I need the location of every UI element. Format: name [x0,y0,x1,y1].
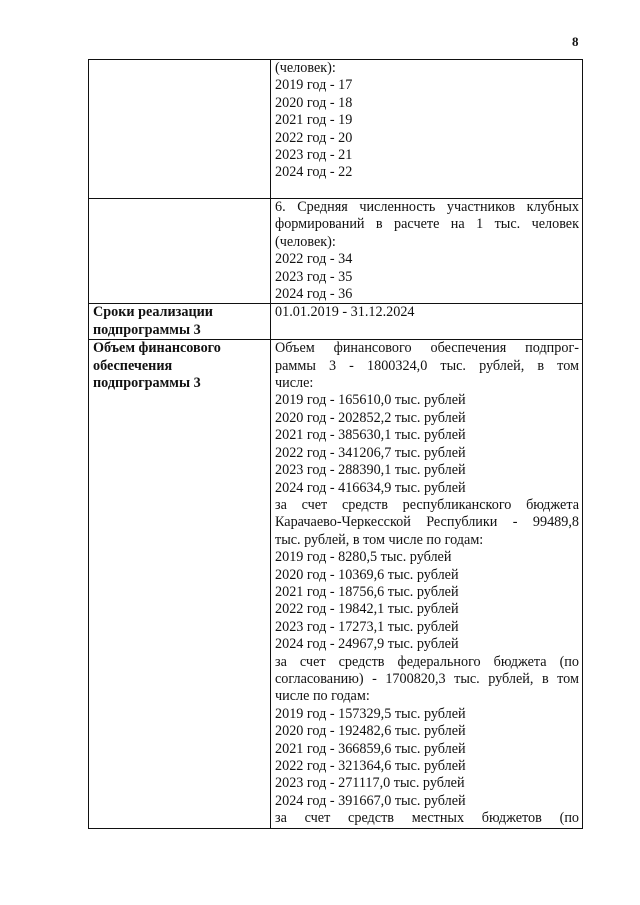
text-line: тыс. рублей, в том числе по годам: [275,531,484,548]
label-cell-implementation-period [89,304,271,340]
table-row [89,60,583,199]
text-line: формирований в расчете на 1 тыс. человек [275,216,579,233]
year-amount: 2023 год - 288390,1 тыс. рублей [275,462,466,479]
label-cell-empty [89,199,271,304]
period-value: 01.01.2019 - 31.12.2024 [275,304,415,321]
text-line: за счет средств республиканского бюджета [275,496,579,513]
year-amount: 2019 год - 165610,0 тыс. рублей [275,392,466,409]
text-line: числе: [275,375,314,392]
value-cell-average-participants [271,199,583,304]
year-amount: 2021 год - 385630,1 тыс. рублей [275,427,466,444]
year-amount: 2024 год - 391667,0 тыс. рублей [275,792,466,809]
text-line: 2024 год - 22 [275,164,353,181]
table-row [89,304,583,340]
text-line: числе по годам: [275,688,370,705]
year-amount: 2023 год - 271117,0 тыс. рублей [275,775,465,792]
label-line: подпрограммы 3 [93,375,201,392]
text-line: 2024 год - 36 [275,286,353,303]
text-line: 2023 год - 21 [275,147,353,164]
text-line: Карачаево-Черкесской Республики - 99489,8 [275,514,579,531]
year-amount: 2021 год - 18756,6 тыс. рублей [275,583,459,600]
text-line: 6. Средняя численность участников клубных [275,199,579,215]
value-cell-club-indicators [271,60,583,199]
label-line: обеспечения [93,357,173,374]
text-line: согласованию) - 1700820,3 тыс. рублей, в том [275,670,579,687]
text-line: 2022 год - 20 [275,129,353,146]
text-line: (человек): [275,233,336,250]
year-amount: 2019 год - 157329,5 тыс. рублей [275,705,466,722]
year-amount: 2020 год - 202852,2 тыс. рублей [275,409,466,426]
year-amount: 2020 год - 10369,6 тыс. рублей [275,566,459,583]
text-line: за счет средств федерального бюджета (по [275,653,579,670]
text-line: за счет средств местных бюджетов (по [275,810,579,827]
year-amount: 2024 год - 24967,9 тыс. рублей [275,636,459,653]
text-line: Объем финансового обеспечения подпрог- [275,340,579,357]
page-number: 8 [572,34,579,49]
value-cell-funding-volume [271,340,583,828]
text-line: 2019 год - 17 [275,77,353,94]
text-line: 2020 год - 18 [275,94,353,111]
subprogram-passport-table [88,59,583,829]
year-amount: 2020 год - 192482,6 тыс. рублей [275,723,466,740]
table-row [89,199,583,304]
label-line: подпрограммы 3 [93,321,201,338]
year-amount: 2022 год - 321364,6 тыс. рублей [275,758,466,774]
table-row [89,340,583,828]
year-amount: 2019 год - 8280,5 тыс. рублей [275,549,452,566]
text-line: 2023 год - 35 [275,268,353,285]
label-line: Сроки реализации [93,304,213,321]
label-cell-funding-volume [89,340,271,828]
text-line: 2022 год - 34 [275,251,353,268]
year-amount: 2023 год - 17273,1 тыс. рублей [275,618,459,635]
text-line: 2021 год - 19 [275,112,353,129]
year-amount: 2022 год - 19842,1 тыс. рублей [275,601,459,618]
text-line: (человек): [275,60,336,76]
text-line: раммы 3 - 1800324,0 тыс. рублей, в том [275,357,579,374]
value-cell-implementation-period [271,304,583,340]
year-amount: 2022 год - 341206,7 тыс. рублей [275,444,466,461]
year-amount: 2024 год - 416634,9 тыс. рублей [275,479,466,496]
label-line: Объем финансового [93,340,221,357]
year-amount: 2021 год - 366859,6 тыс. рублей [275,740,466,757]
label-cell-empty [89,60,271,199]
